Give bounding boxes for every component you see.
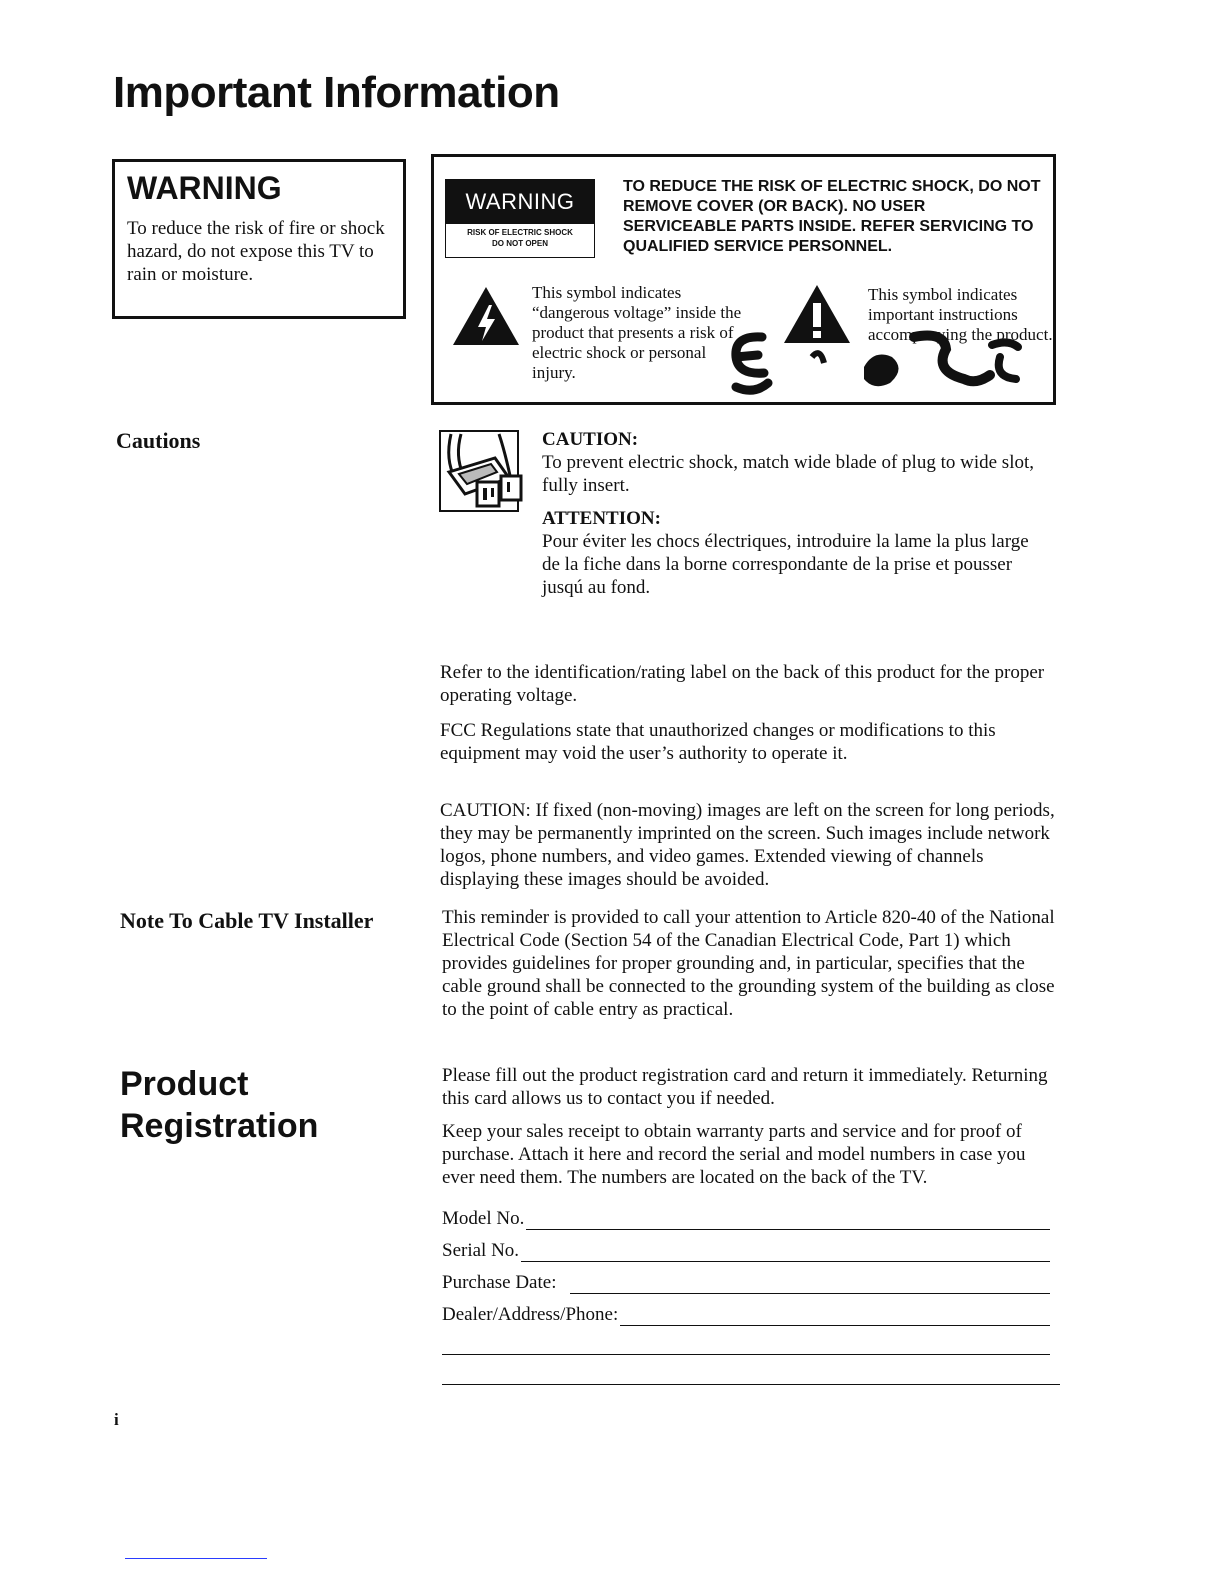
fixed-image-caution-label: CAUTION: <box>440 800 531 821</box>
registration-card-paragraph: Please fill out the product registration card and return it immediately. Returning this card allows us to contact you if needed. <box>442 1065 1048 1109</box>
product-registration-heading <box>120 1063 318 1147</box>
cable-installer-text: This reminder is provided to call your attention to Article 820-40 of the National Electrical Code (Section 54 of the Canadian Electrical Code, Part 1) which provides guidelines for proper grounding and, in particular, specifies that the cable ground shall be connected to the grounding system of the building as close to the point of cable entry as practical. <box>442 907 1055 1020</box>
dealer-label: Dealer/Address/Phone: <box>442 1304 619 1325</box>
product-registration-heading-line2: Registration <box>120 1107 319 1145</box>
electric-shock-warning-box <box>431 154 1056 405</box>
cable-installer-heading: Note To Cable TV Installer <box>120 908 374 933</box>
voltage-symbol-text: This symbol indicates “dangerous voltage” inside the product that presents a risk of electric shock or personal injury. <box>532 283 742 382</box>
warning-label-line1: RISK OF ELECTRIC SHOCK <box>467 228 573 237</box>
plug-caution-block <box>542 428 1042 599</box>
fixed-image-caution-text: If fixed (non-moving) images are left on the screen for long periods, they may be permanently imprinted on the screen. Such images include network logos, phone numbers, and video games. Extended viewing of channels displaying these images should be avoided. <box>440 800 1055 890</box>
purchase-date-label: Purchase Date: <box>442 1272 557 1293</box>
instructions-symbol-text: This symbol indicates important instructions accompanying the product. <box>868 285 1053 344</box>
warning-label-title: WARNING <box>446 180 594 224</box>
caution-text: To prevent electric shock, match wide blade of plug to wide slot, fully insert. <box>542 452 1034 496</box>
handwritten-stamp-icon <box>724 287 1054 397</box>
warning-label-line2: DO NOT OPEN <box>491 239 548 248</box>
purchase-date-field[interactable] <box>442 1270 1050 1294</box>
dealer-extra-line-2[interactable] <box>442 1384 1060 1385</box>
warning-main-text: TO REDUCE THE RISK OF ELECTRIC SHOCK, DO NOT REMOVE COVER (OR BACK). NO USER SERVICEABLE PARTS INSIDE. REFER SERVICING TO QUALIFIED SERVICE PERSONNEL. <box>623 178 1041 255</box>
lightning-triangle-icon <box>451 285 521 347</box>
dealer-extra-line-1[interactable] <box>442 1354 1050 1355</box>
attention-label: ATTENTION: <box>542 508 661 529</box>
warning-text: To reduce the risk of fire or shock hazard, do not expose this TV to rain or moisture. <box>127 218 385 285</box>
purchase-date-line[interactable] <box>570 1275 1050 1294</box>
cautions-heading: Cautions <box>116 428 201 453</box>
polarized-plug-icon <box>439 430 525 514</box>
fixed-image-caution-paragraph <box>440 799 1055 891</box>
model-number-line[interactable] <box>526 1211 1050 1230</box>
serial-number-line[interactable] <box>521 1243 1050 1262</box>
attention-text: Pour éviter les chocs électriques, introduire la lame la plus large de la fiche dans la borne correspondante de la prise et pousser jusqú au fond. <box>542 531 1029 598</box>
dealer-line[interactable] <box>620 1307 1050 1326</box>
serial-number-label: Serial No. <box>442 1240 520 1261</box>
sales-receipt-paragraph: Keep your sales receipt to obtain warranty parts and service and for proof of purchase. Attach it here and record the serial and model numbers in case you ever need them. The numbers are located on the back of the TV. <box>442 1121 1026 1188</box>
model-number-field[interactable] <box>442 1206 1050 1230</box>
footer-rule <box>125 1558 267 1559</box>
fire-shock-warning-box <box>112 159 406 319</box>
serial-number-field[interactable] <box>442 1238 1050 1262</box>
warning-label-graphic <box>445 179 595 258</box>
product-registration-heading-line1: Product <box>120 1065 249 1103</box>
page-title: Important Information <box>113 68 560 117</box>
rating-label-paragraph: Refer to the identification/rating label on the back of this product for the proper operating voltage. <box>440 662 1045 706</box>
warning-heading: WARNING <box>127 170 282 206</box>
page-number: i <box>114 1410 119 1429</box>
fcc-paragraph: FCC Regulations state that unauthorized changes or modifications to this equipment may void the user’s authority to operate it. <box>440 720 996 764</box>
model-number-label: Model No. <box>442 1208 525 1229</box>
dealer-field[interactable] <box>442 1302 1050 1326</box>
caution-label: CAUTION: <box>542 429 639 450</box>
